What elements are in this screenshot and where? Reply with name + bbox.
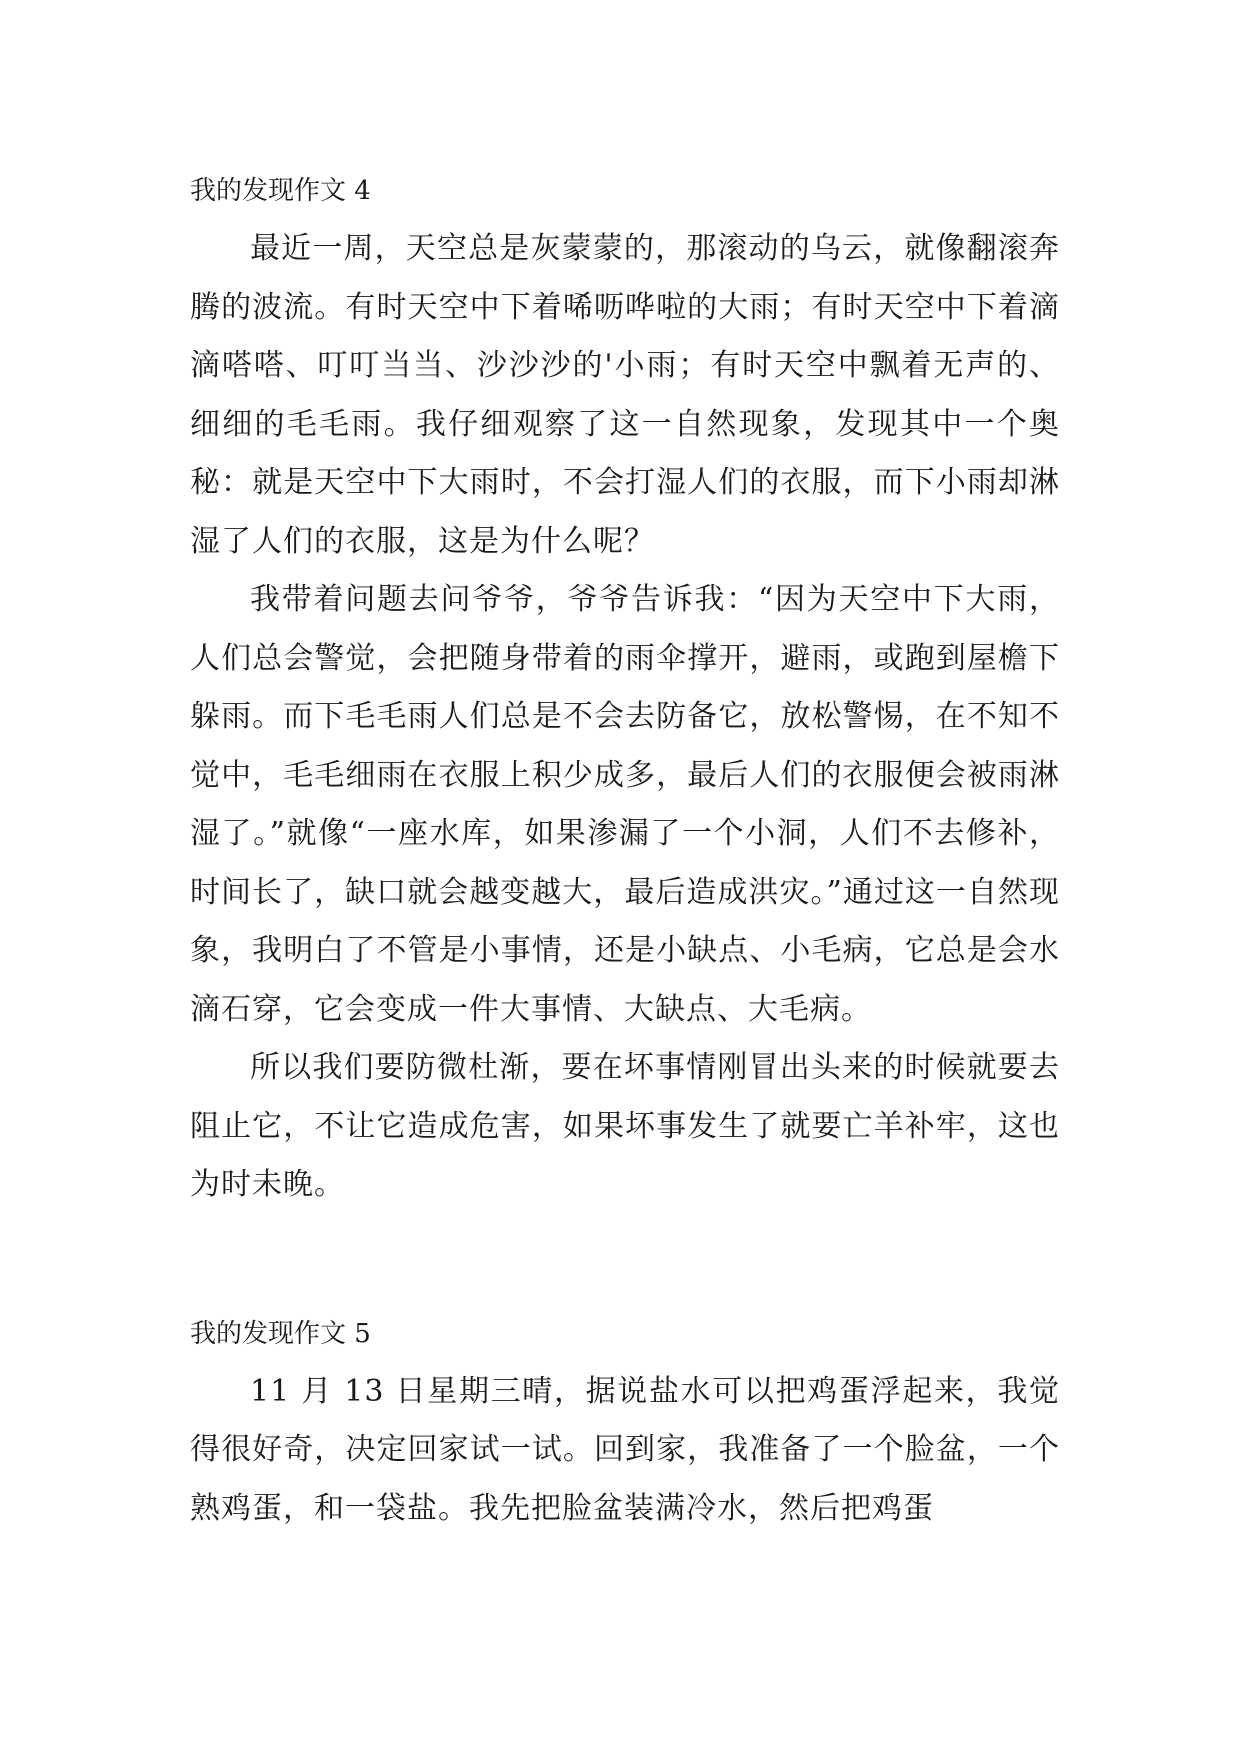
section-title: 我的发现作文 5 bbox=[190, 1318, 371, 1349]
section-spacer bbox=[190, 1215, 1060, 1305]
paragraph: 所以我们要防微杜渐，要在坏事情刚冒出头来的时候就要去阻止它，不让它造成危害，如果坏事发生了就要亡羊补牢，这也为时未晚。 bbox=[190, 1050, 1060, 1202]
paragraph: 11 月 13 日星期三晴，据说盐水可以把鸡蛋浮起来，我觉得很好奇，决定回家试一试。回到家，我准备了一个脸盆，一个熟鸡蛋，和一袋盐。我先把脸盆装满冷水，然后把鸡蛋 bbox=[190, 1373, 1060, 1526]
document-body bbox=[190, 162, 1060, 1538]
section-title: 我的发现作文 4 bbox=[190, 176, 371, 206]
paragraph: 最近一周，天空总是灰蒙蒙的，那滚动的乌云，就像翻滚奔腾的波流。有时天空中下着唏呖哗啦的大雨；有时天空中下着滴滴嗒嗒、叮叮当当、沙沙沙的'小雨；有时天空中飘着无声的、细细的毛毛雨。我仔细观察了这一自然现象，发现其中一个奥秘：就是天空中下大雨时，不会打湿人们的衣服，而下小雨却淋湿了人们的衣服，这是为什么呢？ bbox=[190, 231, 1060, 559]
paragraph: 我带着问题去问爷爷，爷爷告诉我：“因为天空中下大雨，人们总会警觉，会把随身带着的雨伞撑开，避雨，或跑到屋檐下躲雨。而下毛毛雨人们总是不会去防备它，放松警惕，在不知不觉中，毛毛细雨在衣服上积少成多，最后人们的衣服便会被雨淋湿了。”就像“一座水库，如果渗漏了一个小洞，人们不去修补，时间长了，缺口就会越变越大，最后造成洪灾。”通过这一自然现象，我明白了不管是小事情，还是小缺点、小毛病，它总是会水滴石穿，它会变成一件大事情、大缺点、大毛病。 bbox=[190, 582, 1060, 1027]
